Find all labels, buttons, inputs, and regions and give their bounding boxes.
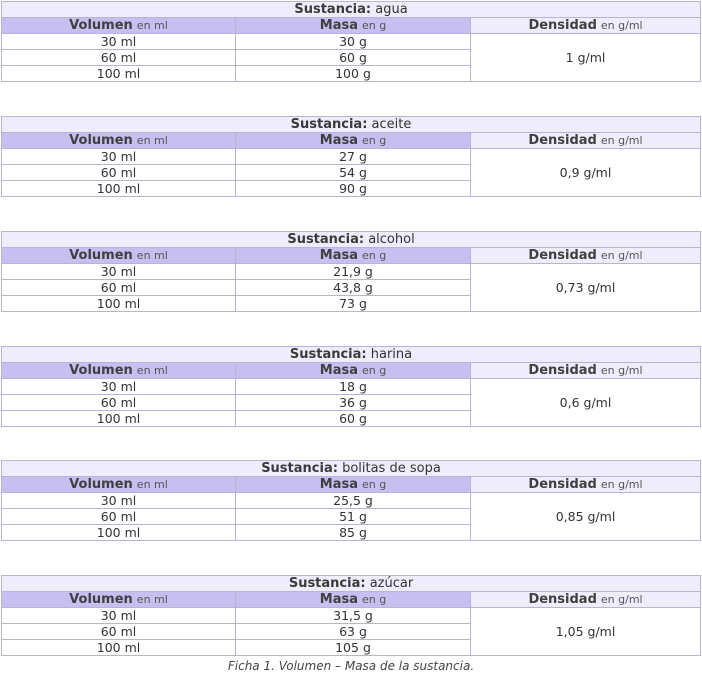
substance-label: Sustancia:	[288, 576, 366, 591]
volume-header-label: Volumen	[69, 592, 133, 607]
mass-header-label: Masa	[319, 248, 358, 263]
mass-header	[236, 18, 471, 34]
mass-header-label: Masa	[319, 133, 358, 148]
volume-header-label: Volumen	[69, 363, 133, 378]
mass-cell: 85 g	[236, 525, 471, 541]
volume-cell: 60 ml	[2, 280, 236, 296]
table-row	[2, 379, 701, 395]
volume-unit: en ml	[136, 134, 168, 147]
density-header-label: Densidad	[528, 477, 597, 492]
density-unit: en g/ml	[600, 19, 643, 32]
volume-cell: 60 ml	[2, 624, 236, 640]
mass-cell: 60 g	[236, 50, 471, 66]
mass-unit: en g	[362, 593, 387, 606]
substance-name: bolitas de sopa	[342, 461, 441, 476]
substance-table	[1, 575, 701, 656]
volume-cell: 30 ml	[2, 493, 236, 509]
substance-table	[1, 116, 701, 197]
density-unit: en g/ml	[600, 478, 643, 491]
volume-header-label: Volumen	[69, 248, 133, 263]
mass-cell: 36 g	[236, 395, 471, 411]
density-cell: 0,9 g/ml	[471, 149, 701, 197]
density-header	[471, 133, 701, 149]
table-row	[2, 149, 701, 165]
mass-header-label: Masa	[319, 363, 358, 378]
volume-cell: 100 ml	[2, 181, 236, 197]
mass-cell: 18 g	[236, 379, 471, 395]
volume-header	[2, 477, 236, 493]
substance-table	[1, 346, 701, 427]
volume-cell: 30 ml	[2, 34, 236, 50]
substance-label: Sustancia:	[261, 461, 338, 476]
substance-title	[2, 232, 701, 248]
volume-unit: en ml	[136, 593, 168, 606]
mass-header	[236, 592, 471, 608]
volume-cell: 60 ml	[2, 395, 236, 411]
mass-cell: 51 g	[236, 509, 471, 525]
substance-name: azúcar	[369, 576, 414, 591]
volume-cell: 30 ml	[2, 379, 236, 395]
substance-title	[2, 2, 701, 18]
density-cell: 0,85 g/ml	[471, 493, 701, 541]
mass-cell: 54 g	[236, 165, 471, 181]
substance-name: agua	[375, 2, 408, 17]
mass-cell: 27 g	[236, 149, 471, 165]
substance-title	[2, 117, 701, 133]
density-header-label: Densidad	[528, 592, 597, 607]
volume-cell: 100 ml	[2, 411, 236, 427]
mass-cell: 30 g	[236, 34, 471, 50]
mass-unit: en g	[362, 19, 387, 32]
volume-header-label: Volumen	[69, 18, 133, 33]
density-header-label: Densidad	[528, 363, 597, 378]
volume-cell: 60 ml	[2, 50, 236, 66]
density-cell: 1 g/ml	[471, 34, 701, 82]
mass-cell: 60 g	[236, 411, 471, 427]
density-unit: en g/ml	[600, 249, 643, 262]
density-header	[471, 363, 701, 379]
volume-unit: en ml	[136, 364, 168, 377]
mass-cell: 63 g	[236, 624, 471, 640]
substance-table	[1, 231, 701, 312]
volume-cell: 30 ml	[2, 608, 236, 624]
mass-cell: 90 g	[236, 181, 471, 197]
table-row	[2, 264, 701, 280]
mass-unit: en g	[362, 364, 387, 377]
table-row	[2, 493, 701, 509]
volume-cell: 100 ml	[2, 66, 236, 82]
volume-cell: 100 ml	[2, 296, 236, 312]
density-unit: en g/ml	[600, 134, 643, 147]
substance-title	[2, 576, 701, 592]
table-row	[2, 608, 701, 624]
substance-title	[2, 347, 701, 363]
density-header	[471, 18, 701, 34]
volume-header	[2, 592, 236, 608]
density-header-label: Densidad	[528, 248, 597, 263]
mass-header-label: Masa	[319, 592, 358, 607]
volume-cell: 60 ml	[2, 509, 236, 525]
substance-name: harina	[370, 347, 413, 362]
volume-header	[2, 133, 236, 149]
density-header	[471, 477, 701, 493]
substance-title	[2, 461, 701, 477]
volume-header	[2, 248, 236, 264]
substance-name: aceite	[371, 117, 412, 132]
substance-label: Sustancia:	[290, 117, 368, 132]
mass-unit: en g	[362, 478, 387, 491]
volume-header-label: Volumen	[69, 477, 133, 492]
mass-unit: en g	[362, 134, 387, 147]
mass-header-label: Masa	[319, 477, 358, 492]
volume-header-label: Volumen	[69, 133, 133, 148]
figure-caption: Ficha 1. Volumen – Masa de la sustancia.	[227, 659, 475, 673]
density-header-label: Densidad	[528, 133, 597, 148]
density-header	[471, 248, 701, 264]
mass-header	[236, 363, 471, 379]
mass-cell: 21,9 g	[236, 264, 471, 280]
mass-unit: en g	[362, 249, 387, 262]
substance-label: Sustancia:	[294, 2, 372, 17]
mass-cell: 25,5 g	[236, 493, 471, 509]
volume-header	[2, 18, 236, 34]
table-row	[2, 34, 701, 50]
volume-unit: en ml	[136, 478, 168, 491]
volume-cell: 30 ml	[2, 149, 236, 165]
density-cell: 0,73 g/ml	[471, 264, 701, 312]
mass-cell: 43,8 g	[236, 280, 471, 296]
mass-cell: 73 g	[236, 296, 471, 312]
density-unit: en g/ml	[600, 364, 643, 377]
volume-header	[2, 363, 236, 379]
volume-cell: 60 ml	[2, 165, 236, 181]
mass-header-label: Masa	[319, 18, 358, 33]
mass-cell: 31,5 g	[236, 608, 471, 624]
substance-label: Sustancia:	[289, 347, 367, 362]
mass-cell: 105 g	[236, 640, 471, 656]
density-cell: 0,6 g/ml	[471, 379, 701, 427]
substance-name: alcohol	[368, 232, 415, 247]
volume-cell: 30 ml	[2, 264, 236, 280]
volume-unit: en ml	[136, 19, 168, 32]
volume-cell: 100 ml	[2, 525, 236, 541]
density-header	[471, 592, 701, 608]
substance-table	[1, 1, 701, 82]
volume-unit: en ml	[136, 249, 168, 262]
mass-cell: 100 g	[236, 66, 471, 82]
mass-header	[236, 133, 471, 149]
substance-table	[1, 460, 701, 541]
substance-label: Sustancia:	[287, 232, 365, 247]
density-unit: en g/ml	[600, 593, 643, 606]
mass-header	[236, 477, 471, 493]
volume-cell: 100 ml	[2, 640, 236, 656]
density-cell: 1,05 g/ml	[471, 608, 701, 656]
density-header-label: Densidad	[528, 18, 597, 33]
mass-header	[236, 248, 471, 264]
